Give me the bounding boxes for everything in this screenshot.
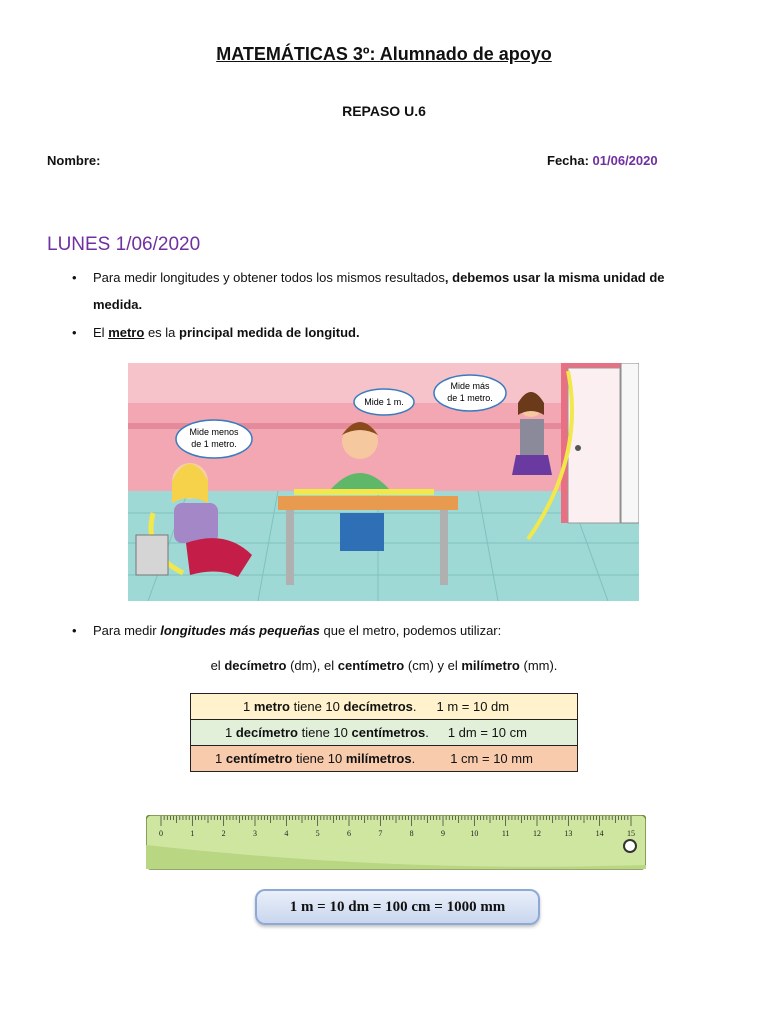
text-bold-italic: longitudes más pequeñas	[160, 623, 320, 638]
ruler-number: 9	[441, 829, 445, 838]
ruler-number: 0	[159, 829, 163, 838]
text-bold: medida.	[93, 297, 143, 312]
bubble-center-text: Mide 1 m.	[364, 397, 404, 407]
ruler-number: 1	[190, 829, 195, 838]
day-heading: LUNES 1/06/2020	[47, 234, 201, 255]
bullet-text	[93, 617, 713, 644]
unit-decimetro: decímetro	[224, 658, 287, 673]
door-handle	[575, 445, 581, 451]
row-sentence: 1 centímetro tiene 10 milímetros.	[215, 751, 416, 766]
bullet-dot: •	[72, 623, 77, 638]
ruler-number: 11	[501, 829, 510, 838]
ruler-number: 13	[564, 829, 573, 838]
ruler-number: 2	[221, 829, 226, 838]
bubble-left-line1: Mide menos	[189, 427, 239, 437]
row-formula: 1 cm = 10 mm	[450, 751, 533, 766]
table-row	[191, 720, 578, 746]
row-formula: 1 m = 10 dm	[436, 699, 510, 714]
name-field-label: Nombre:	[47, 153, 101, 168]
table-leg	[286, 510, 294, 585]
text-bold: principal medida de longitud.	[179, 325, 360, 340]
ruler-number: 10	[470, 829, 479, 838]
units-line	[0, 658, 768, 673]
date-value: 01/06/2020	[592, 153, 658, 168]
ruler-number: 4	[284, 829, 289, 838]
date-field	[547, 153, 658, 168]
text-run: el	[210, 658, 221, 673]
formula-box	[255, 889, 540, 925]
date-label: Fecha:	[547, 153, 589, 168]
unit-centimetro: centímetro	[337, 658, 405, 673]
text-run: es la	[147, 325, 176, 340]
text-bold: , debemos usar la misma unidad de	[444, 270, 665, 285]
table-row	[191, 746, 578, 772]
bubble-right-line1: Mide más	[450, 381, 490, 391]
text-run: Para medir	[93, 623, 157, 638]
bullet-text	[93, 319, 713, 346]
classroom-illustration	[128, 363, 639, 601]
text-run: (mm).	[523, 658, 558, 673]
table-leg	[440, 510, 448, 585]
text-run: (cm) y el	[407, 658, 458, 673]
ruler-number: 5	[315, 829, 320, 838]
door	[568, 368, 620, 523]
ruler	[146, 815, 646, 871]
ruler-number: 14	[595, 829, 604, 838]
ruler-number: 15	[627, 829, 635, 838]
ruler-number: 12	[533, 829, 541, 838]
wastebasket	[136, 535, 168, 575]
page-title: MATEMÁTICAS 3º: Alumnado de apoyo	[216, 44, 552, 64]
text-run: (dm), el	[290, 658, 335, 673]
ruler-number: 8	[409, 829, 414, 838]
door-frame	[621, 363, 639, 523]
girl-right-sweater	[520, 419, 544, 455]
ruler-number: 6	[347, 829, 351, 838]
bullet-text	[93, 264, 713, 318]
text-run: El	[93, 325, 105, 340]
formula-text: 1 m = 10 dm = 100 cm = 1000 mm	[289, 898, 506, 915]
bubble-right-line2: de 1 metro.	[447, 393, 493, 403]
text-metro-underlined: metro	[108, 325, 145, 340]
bullet-dot: •	[72, 270, 77, 285]
unit-milimetro: milímetro	[461, 658, 520, 673]
page-subtitle: REPASO U.6	[342, 103, 426, 119]
ruler-number: 3	[253, 829, 257, 838]
girl-left-sweater	[174, 503, 218, 543]
table-row	[191, 694, 578, 720]
row-formula: 1 dm = 10 cm	[447, 725, 527, 740]
tape-measure	[294, 489, 434, 495]
equivalence-table	[190, 693, 578, 772]
text-run: Para medir longitudes y obtener todos los mismos resultados	[93, 270, 445, 285]
row-sentence: 1 decímetro tiene 10 centímetros.	[225, 725, 429, 740]
ruler-number: 7	[378, 829, 383, 838]
ruler-hole	[624, 840, 636, 852]
text-run: que el metro, podemos utilizar:	[323, 623, 502, 638]
bullet-dot: •	[72, 325, 77, 340]
girl-right-skirt	[512, 455, 552, 475]
row-sentence: 1 metro tiene 10 decímetros.	[243, 699, 417, 714]
boy-legs	[340, 513, 384, 551]
bubble-left-line2: de 1 metro.	[191, 439, 237, 449]
table-top	[278, 496, 458, 510]
